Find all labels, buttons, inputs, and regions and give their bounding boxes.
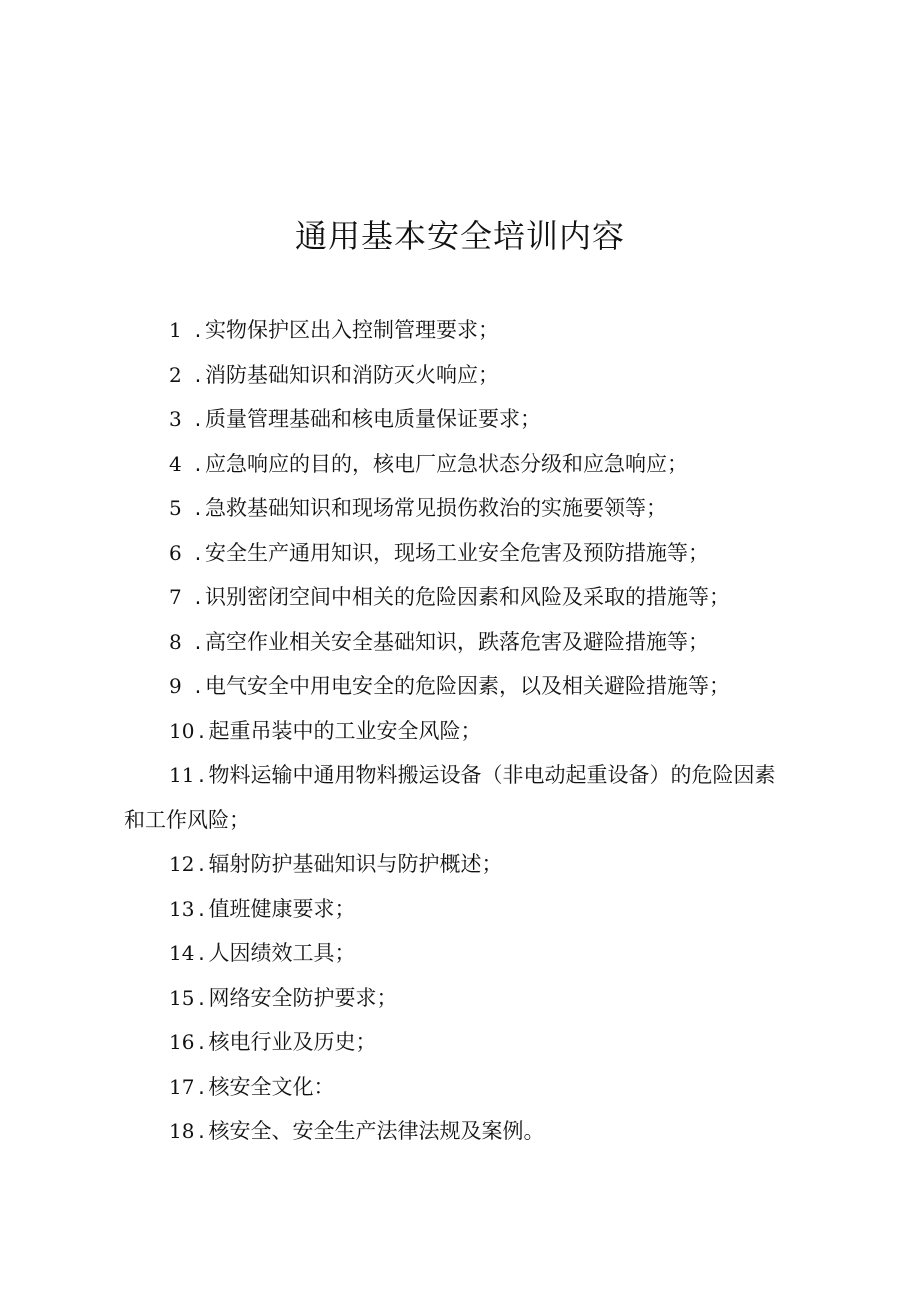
item-separator: . — [198, 852, 205, 876]
item-text: 质量管理基础和核电质量保证要求； — [205, 407, 541, 431]
item-text: 人因绩效工具； — [208, 941, 356, 965]
item-separator: . — [194, 540, 202, 565]
list-item — [124, 753, 794, 842]
item-text: 高空作业相关安全基础知识，跌落危害及避险措施等； — [205, 629, 709, 654]
item-number: 6 — [169, 540, 182, 565]
item-text: 消防基础知识和消防灭火响应； — [205, 362, 499, 387]
item-text: 起重吊装中的工业安全风险； — [208, 718, 482, 743]
item-text: 核电行业及历史； — [208, 1030, 377, 1054]
item-separator: . — [194, 585, 202, 609]
item-text: 电气安全中用电安全的危险因素，以及相关避险措施等； — [205, 674, 730, 698]
item-separator: . — [194, 674, 202, 698]
list-item — [124, 1109, 794, 1154]
training-content-list — [124, 308, 794, 1154]
item-separator: . — [194, 496, 202, 520]
item-number: 12 — [169, 852, 195, 876]
item-number: 3 — [169, 407, 182, 431]
list-item — [124, 887, 794, 932]
item-separator: . — [194, 629, 202, 654]
item-number: 18 — [169, 1119, 195, 1143]
item-text: 应急响应的目的，核电厂应急状态分级和应急响应； — [205, 451, 688, 476]
list-item — [124, 575, 794, 620]
item-separator: . — [198, 1119, 205, 1143]
list-item — [124, 842, 794, 887]
list-item — [124, 976, 794, 1021]
item-number: 15 — [169, 985, 195, 1010]
item-separator: . — [198, 1074, 205, 1099]
list-item — [124, 397, 794, 442]
item-number: 10 — [169, 718, 195, 743]
item-number: 11 — [169, 763, 195, 787]
item-text: 安全生产通用知识，现场工业安全危害及预防措施等； — [205, 540, 709, 565]
list-item — [124, 1065, 794, 1110]
item-text: 核安全、安全生产法律法规及案例。 — [208, 1119, 545, 1143]
list-item — [124, 486, 794, 531]
list-item — [124, 442, 794, 487]
list-item — [124, 709, 794, 754]
item-text: 值班健康要求； — [208, 896, 356, 921]
item-separator: . — [194, 407, 202, 431]
item-separator: . — [198, 718, 205, 743]
item-number: 16 — [169, 1030, 195, 1054]
item-text: 识别密闭空间中相关的危险因素和风险及采取的措施等； — [205, 585, 730, 609]
list-item — [124, 931, 794, 976]
item-number: 5 — [169, 496, 182, 520]
item-number: 17 — [169, 1074, 195, 1099]
item-number: 7 — [169, 585, 182, 609]
item-text: 网络安全防护要求； — [208, 985, 398, 1010]
item-separator: . — [198, 896, 205, 921]
item-separator: . — [198, 985, 205, 1010]
item-text: 急救基础知识和现场常见损伤救治的实施要领等； — [205, 496, 667, 520]
item-number: 13 — [169, 896, 195, 921]
list-item — [124, 531, 794, 576]
item-separator: . — [198, 763, 205, 787]
item-number: 8 — [169, 629, 182, 654]
list-item — [124, 620, 794, 665]
list-item — [124, 308, 794, 353]
item-number: 4 — [169, 451, 182, 476]
item-separator: . — [198, 1030, 205, 1054]
item-text: 辐射防护基础知识与防护概述； — [208, 852, 503, 876]
item-separator: . — [198, 941, 205, 965]
item-separator: . — [194, 451, 202, 476]
item-separator: . — [194, 362, 202, 387]
list-item — [124, 664, 794, 709]
item-separator: . — [194, 318, 202, 342]
list-item — [124, 353, 794, 398]
item-text: 物料运输中通用物料搬运设备（非电动起重设备）的危险因素和工作风险； — [124, 763, 776, 832]
item-number: 14 — [169, 941, 195, 965]
item-number: 2 — [169, 362, 182, 387]
item-number: 9 — [169, 674, 182, 698]
item-number: 1 — [169, 318, 182, 342]
list-item — [124, 1020, 794, 1065]
item-text: 实物保护区出入控制管理要求； — [205, 318, 499, 342]
item-text: 核安全文化： — [208, 1074, 335, 1099]
document-title: 通用基本安全培训内容 — [294, 217, 625, 255]
